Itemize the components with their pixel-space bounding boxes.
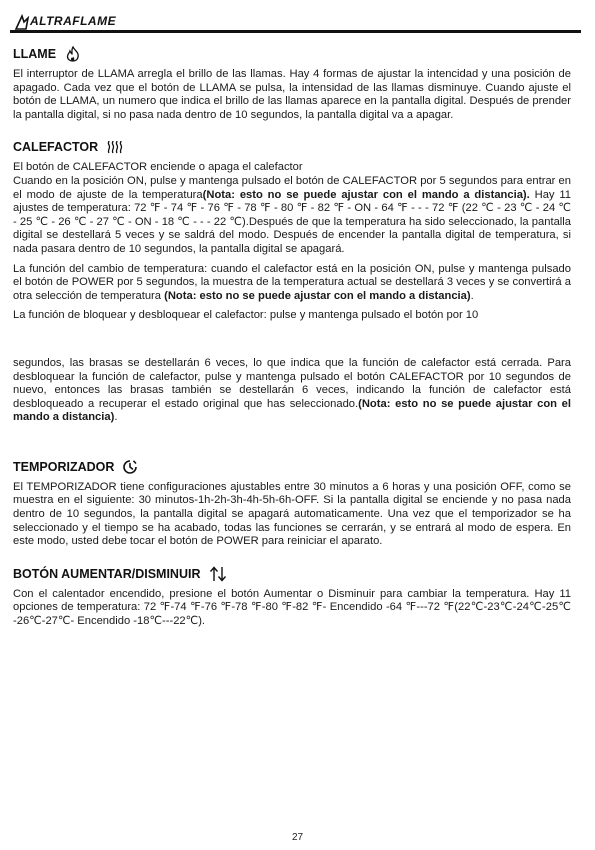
- timer-icon: [122, 459, 138, 475]
- brand-logo: [14, 12, 116, 30]
- heat-waves-icon: [106, 140, 124, 154]
- section-title-calefactor: CALEFACTOR: [13, 139, 571, 155]
- calefactor-paragraph-2: La función del cambio de temperatura: cuando el calefactor está en la posición ON, pulse y mantenga pulsado el botón de POWER por 5 segundos, la muestra de la temperatura actual se destellará 3 veces y se convertirá a otra selección de temperatura (Nota: esto no se puede ajustar con el mando a distancia).: [13, 262, 571, 302]
- aumentar-paragraph: Con el calentador encendido, presione el botón Aumentar o Disminuir para cambiar la temperatura. Hay 11 opciones de temperatura: 72 ℉-74 ℉-76 ℉-78 ℉-80 ℉-82 ℉- Encendido -64 ℉---72 ℉(22℃-23℃-24℃-25℃ -26℃-27℃- Encendido -18℃---22℃).: [13, 587, 571, 628]
- logo-flame-icon: [14, 14, 30, 30]
- section-title-temporizador: TEMPORIZADOR: [13, 459, 571, 475]
- section-title-llama: LLAME: [13, 46, 571, 62]
- llama-paragraph: El interruptor de LLAMA arregla el brillo de las llamas. Hay 4 formas de ajustar la intencidad y una posición de apagado. Cada vez que el botón de LLAMA se pulsa, la intensidad de las llamas disminuye. Cuando ajuste el botón de LLAMA, un numero que indica el brillo de las llamas aparece en la pantalla digital. Después de prender la pantalla digital, si no pasa nada dentro de 10 segundos, la pantalla digital va a apagar.: [13, 68, 571, 121]
- page-header: [10, 10, 581, 34]
- up-down-arrows-icon: [209, 566, 227, 582]
- brand-name: ALTRAFLAME: [30, 14, 117, 28]
- calefactor-paragraph-1: Cuando en la posición ON, pulse y mantenga pulsado el botón de CALEFACTOR por 5 segundos para entrar en el modo de ajuste de la temperatura(Nota: esto no se puede ajustar con el mando a distancia). Hay 11 ajustes de temperatura: 72 ℉ - 74 ℉ - 76 ℉ - 78 ℉ - 80 ℉ - 82 ℉ - ON - 64 ℉ - - - 72 ℉ (22 ℃ - 23 ℃ - 24 ℃ - 25 ℃ - 26 ℃ - 27 ℃ - ON - 18 ℃ - - - 22 ℃).Después de que la temperatura ha sido seleccionado, la pantalla digital se destellará 5 veces y se saldrá del modo. Después de encender la pantalla digital de temperatura, si nada pasara dentro de 10 segundos, la pantalla digital se apagará.: [13, 174, 571, 255]
- temporizador-paragraph: El TEMPORIZADOR tiene configuraciones ajustables entre 30 minutos a 6 horas y una posición OFF, como se muestra en el siguiente: 30 minutos-1h-2h-3h-4h-5h-6h-OFF. Si la pantalla digital se enciende y no pasa nada dentro de 10 segundos, la pantalla digital se apagará automaticamente. Una vez que el temporizador se ha seleccionado y el tiempo se ha acabado, todas las funciones se cerrarán, y se entrará al modo de espera. En este modo, usted debe tocar el botón de POWER para reiniciar el aparato.: [13, 480, 571, 548]
- header-rule: [10, 30, 581, 33]
- page-content: [13, 46, 571, 629]
- calefactor-paragraph-3: La función de bloquear y desbloquear el calefactor: pulse y mantenga pulsado el botón por 10: [13, 309, 479, 322]
- section-title-aumentar: BOTÓN AUMENTAR/DISMINUIR: [13, 566, 571, 582]
- page-number: 27: [291, 832, 304, 843]
- calefactor-paragraph-4: segundos, las brasas se destellarán 6 veces, lo que indica que la función de calefactor está cerrada. Para desbloquear la función de calefactor, pulse y mantenga pulsado el botón CALEFACTOR por 10 segundos de nuevo, entonces las brasas también se destellarán 6 veces, indicando la función de calefactor está desbloqueado a recuperar el estado original que has seleccionado.(Nota: esto no se puede ajustar con el mando a distancia).: [13, 356, 571, 424]
- calefactor-intro: El botón de CALEFACTOR enciende o apaga el calefactor: [13, 161, 303, 174]
- flame-icon: [64, 46, 82, 62]
